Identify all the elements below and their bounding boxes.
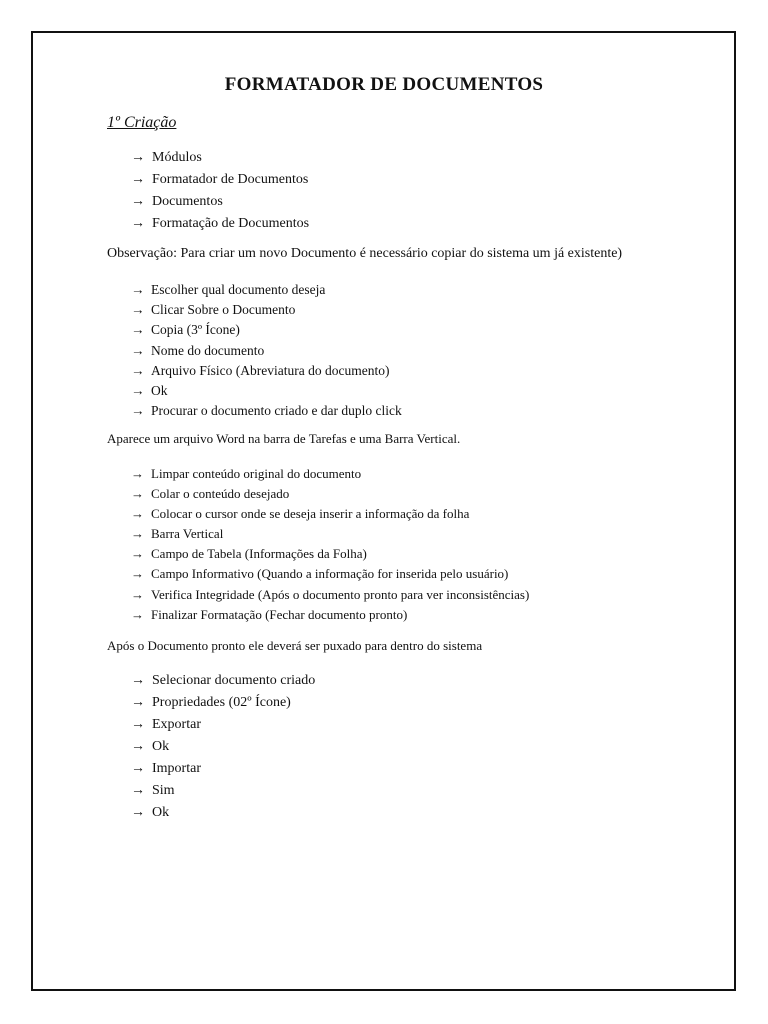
list-item [131, 213, 309, 235]
list-item-text: Campo de Tabela (Informações da Folha) [151, 546, 367, 562]
list-item [131, 692, 315, 714]
arrow-right-icon: → [131, 783, 145, 798]
list-copy-steps [131, 280, 402, 421]
arrow-right-icon: → [131, 761, 145, 776]
list-item-text: Ok [152, 739, 170, 754]
list-item-text: Escolher qual documento deseja [151, 282, 326, 297]
paragraph-observation: Observação: Para criar um novo Documento é necessário copiar do sistema um já existente) [107, 246, 623, 261]
list-item [131, 381, 402, 401]
list-import-steps [131, 670, 315, 824]
paragraph-import: Após o Documento pronto ele deverá ser puxado para dentro do sistema [107, 638, 483, 653]
list-item [131, 484, 529, 504]
arrow-right-icon: → [131, 172, 145, 187]
list-item [131, 544, 529, 564]
arrow-right-icon: → [131, 566, 144, 582]
list-item-text: Sim [152, 783, 175, 798]
list-item [131, 605, 529, 625]
arrow-right-icon: → [131, 362, 145, 378]
list-item-text: Exportar [152, 717, 201, 732]
list-item-text: Formatação de Documentos [152, 216, 310, 231]
list-item-text: Propriedades (02º Ícone) [152, 695, 291, 710]
list-item [131, 585, 529, 605]
list-item-text: Copia (3º Ícone) [151, 322, 240, 338]
list-item [131, 736, 315, 758]
arrow-right-icon: → [131, 586, 144, 602]
list-item-text: Ok [151, 383, 168, 399]
arrow-right-icon: → [131, 150, 145, 165]
list-item [131, 564, 529, 584]
list-item-text: Procurar o documento criado e dar duplo click [151, 403, 402, 419]
list-item [131, 524, 529, 544]
arrow-right-icon: → [131, 216, 145, 231]
arrow-right-icon: → [131, 282, 145, 297]
arrow-right-icon: → [131, 673, 145, 688]
list-item-text: Verifica Integridade (Após o documento pronto para ver inconsistências) [151, 586, 530, 602]
list-item [131, 670, 315, 692]
list-item [131, 780, 315, 802]
arrow-right-icon: → [131, 403, 145, 419]
list-item [131, 320, 402, 340]
arrow-right-icon: → [131, 717, 145, 732]
list-item-text: Finalizar Formatação (Fechar documento pronto) [151, 606, 408, 622]
list-item [131, 504, 529, 524]
arrow-right-icon: → [131, 739, 145, 754]
arrow-right-icon: → [131, 466, 144, 481]
list-item [131, 758, 315, 780]
arrow-right-icon: → [131, 383, 145, 399]
arrow-right-icon: → [131, 486, 144, 502]
list-item-text: Selecionar documento criado [152, 673, 316, 688]
list-item-text: Colar o conteúdo desejado [151, 486, 290, 502]
list-navigation-path [131, 147, 309, 235]
list-item [131, 169, 309, 191]
list-item [131, 361, 402, 381]
arrow-right-icon: → [131, 194, 145, 209]
list-item-text: Limpar conteúdo original do documento [151, 466, 362, 481]
list-item-text: Importar [152, 761, 201, 776]
paragraph-word-file: Aparece um arquivo Word na barra de Tarefas e uma Barra Vertical. [107, 431, 461, 446]
list-formatting-steps [131, 464, 529, 625]
list-item [131, 280, 402, 300]
list-item-text: Documentos [152, 194, 223, 209]
list-item-text: Arquivo Físico (Abreviatura do documento) [151, 362, 390, 378]
list-item [131, 300, 402, 320]
section-heading: 1º Criação [107, 114, 177, 131]
list-item [131, 714, 315, 736]
list-item-text: Barra Vertical [151, 526, 224, 542]
arrow-right-icon: → [131, 302, 145, 318]
list-item [131, 401, 402, 421]
arrow-right-icon: → [131, 546, 144, 562]
list-item-text: Formatador de Documentos [152, 172, 309, 187]
list-item-text: Ok [152, 805, 170, 820]
list-item-text: Campo Informativo (Quando a informação for inserida pelo usuário) [151, 566, 509, 582]
list-item [131, 802, 315, 824]
arrow-right-icon: → [131, 526, 144, 542]
arrow-right-icon: → [131, 342, 145, 358]
list-item-text: Nome do documento [151, 342, 265, 358]
list-item [131, 191, 309, 213]
list-item [131, 147, 309, 169]
arrow-right-icon: → [131, 606, 144, 622]
arrow-right-icon: → [131, 695, 145, 710]
document-title: FORMATADOR DE DOCUMENTOS [224, 74, 544, 95]
list-item [131, 341, 402, 361]
arrow-right-icon: → [131, 506, 144, 522]
arrow-right-icon: → [131, 805, 145, 820]
list-item-text: Colocar o cursor onde se deseja inserir a informação da folha [151, 506, 470, 522]
list-item-text: Módulos [152, 150, 202, 165]
list-item-text: Clicar Sobre o Documento [151, 302, 296, 318]
arrow-right-icon: → [131, 322, 145, 338]
list-item [131, 464, 529, 484]
